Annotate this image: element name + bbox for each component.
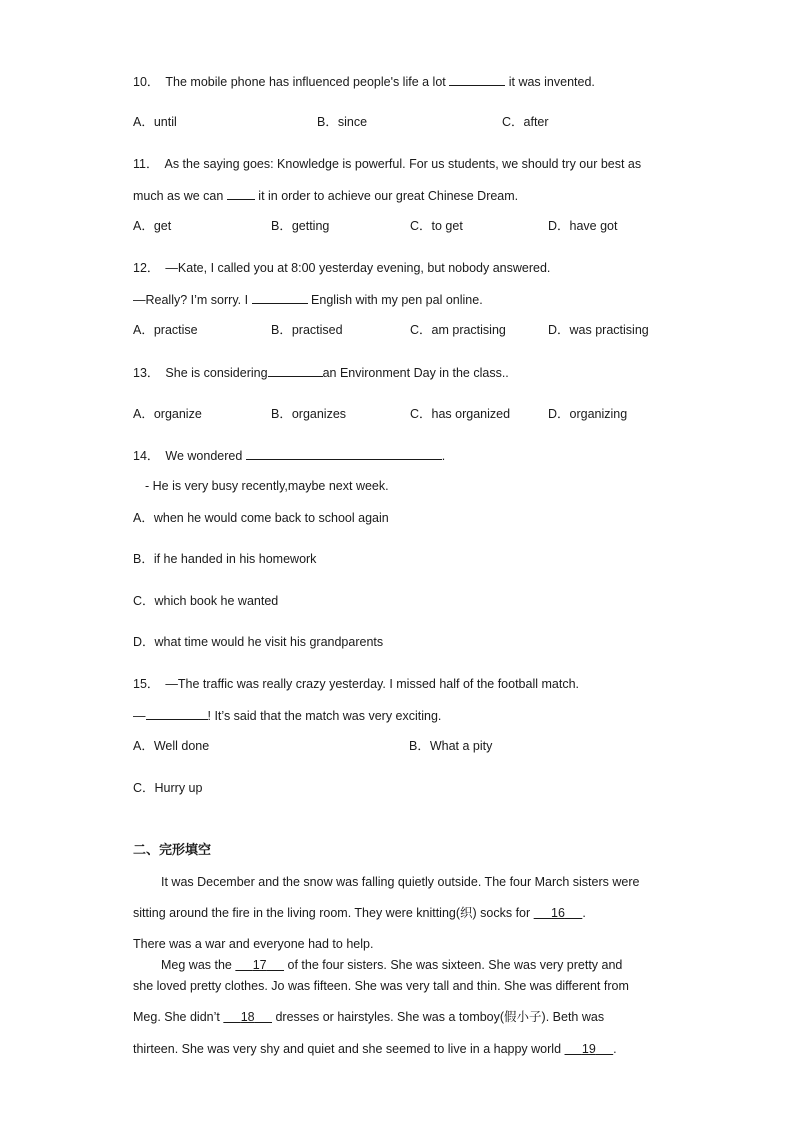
question-11-option-c: C．to get bbox=[410, 219, 463, 233]
question-14-option-c: C．which book he wanted bbox=[133, 594, 279, 608]
answer-blank bbox=[268, 364, 323, 377]
question-11-option-b: B．getting bbox=[271, 219, 330, 233]
question-12-option-c: C．am practising bbox=[410, 323, 506, 337]
question-14-option-b: B．if he handed in his homework bbox=[133, 552, 317, 566]
question-15-option-a: A．Well done bbox=[133, 739, 210, 753]
question-15-stem-line2: — ! It’s said that the match was very exciting. bbox=[133, 709, 442, 723]
cloze-blank-18: 18 bbox=[240, 1010, 255, 1024]
passage-line: sitting around the fire in the living room. They were knitting(织) socks for 16 . bbox=[133, 906, 586, 920]
question-15-option-c: C．Hurry up bbox=[133, 781, 203, 795]
question-11-stem-line2: much as we can it in order to achieve our great Chinese Dream. bbox=[133, 189, 519, 203]
cloze-blank-17: 17 bbox=[252, 958, 267, 972]
question-12-option-b: B．practised bbox=[271, 323, 343, 337]
passage-line: she loved pretty clothes. Jo was fifteen. She was very tall and thin. She was different from bbox=[133, 979, 629, 993]
answer-blank bbox=[227, 187, 255, 200]
passage-line: thirteen. She was very shy and quiet and she seemed to live in a happy world 19 . bbox=[133, 1042, 617, 1056]
question-12-stem: 12． —Kate, I called you at 8:00 yesterday evening, but nobody answered. bbox=[133, 261, 551, 275]
question-10-option-a: A．until bbox=[133, 115, 177, 129]
question-11-stem: 11． As the saying goes: Knowledge is powerful. For us students, we should try our best as bbox=[133, 157, 642, 171]
question-10-option-c: C．after bbox=[502, 115, 549, 129]
answer-blank bbox=[146, 707, 208, 720]
question-15-stem: 15． —The traffic was really crazy yesterday. I missed half of the football match. bbox=[133, 677, 579, 691]
question-14-option-a: A．when he would come back to school again bbox=[133, 511, 389, 525]
question-13-option-a: A．organize bbox=[133, 407, 202, 421]
answer-blank bbox=[246, 447, 442, 460]
question-12-stem-line2: —Really? I’m sorry. I English with my pen pal online. bbox=[133, 293, 483, 307]
passage-line: Meg was the 17 of the four sisters. She was sixteen. She was very pretty and bbox=[161, 958, 623, 972]
question-11-option-a: A．get bbox=[133, 219, 172, 233]
answer-blank bbox=[449, 73, 505, 86]
question-14-reply: - He is very busy recently,maybe next week. bbox=[145, 479, 389, 493]
question-13-option-c: C．has organized bbox=[410, 407, 511, 421]
question-14-option-d: D．what time would he visit his grandparents bbox=[133, 635, 384, 649]
section-title: 二、完形填空 bbox=[133, 843, 212, 858]
question-14-stem: 14． We wondered . bbox=[133, 449, 446, 463]
answer-blank bbox=[252, 291, 308, 304]
question-13-option-b: B．organizes bbox=[271, 407, 347, 421]
question-12-option-d: D．was practising bbox=[548, 323, 649, 337]
question-10-option-b: B．since bbox=[317, 115, 368, 129]
question-11-option-d: D．have got bbox=[548, 219, 618, 233]
passage-line: Meg. She didn’t 18 dresses or hairstyles. She was a tomboy(假小子). Beth was bbox=[133, 1010, 605, 1024]
question-13-stem: 13． She is considering an Environment Day in the class.. bbox=[133, 366, 509, 380]
cloze-blank-16: 16 bbox=[551, 906, 565, 920]
question-12-option-a: A．practise bbox=[133, 323, 198, 337]
question-10-stem: 10． The mobile phone has influenced people's life a lot it was invented. bbox=[133, 75, 595, 89]
cloze-blank-19: 19 bbox=[581, 1042, 596, 1056]
passage-line: There was a war and everyone had to help. bbox=[133, 937, 374, 951]
passage-line: It was December and the snow was falling quietly outside. The four March sisters were bbox=[161, 875, 640, 889]
question-13-option-d: D．organizing bbox=[548, 407, 628, 421]
question-15-option-b: B．What a pity bbox=[409, 739, 493, 753]
